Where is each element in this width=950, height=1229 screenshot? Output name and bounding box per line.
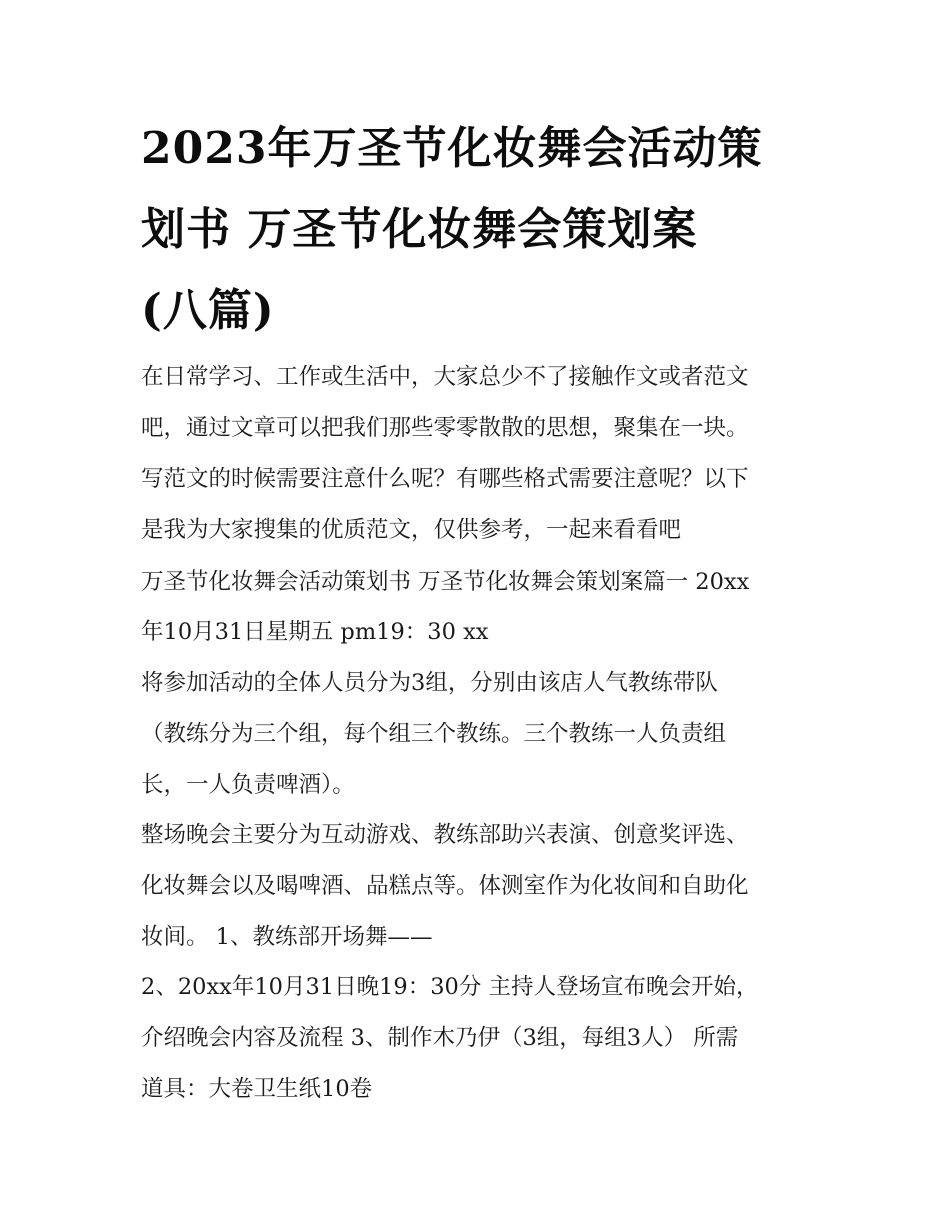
grouping-paragraph	[141, 658, 821, 811]
text-line: 整场晚会主要分为互动游戏、教练部助兴表演、创意奖评选、	[141, 822, 749, 848]
text-line: （教练分为三个组，每个组三个教练。三个教练一人负责组	[141, 721, 727, 747]
text-line: 是我为大家搜集的优质范文，仅供参考，一起来看看吧	[141, 517, 682, 543]
text-line: 写范文的时候需要注意什么呢？有哪些格式需要注意呢？以下	[141, 466, 749, 492]
text-line: 2、20xx年10月31日晚19：30分 主持人登场宣布晚会开始，	[141, 974, 759, 1000]
text-line: 万圣节化妆舞会活动策划书 万圣节化妆舞会策划案篇一 20xx	[141, 569, 750, 595]
title-line: 划书 万圣节化妆舞会策划案	[141, 204, 698, 255]
title-line: (八篇)	[141, 285, 275, 336]
section-heading-paragraph	[141, 557, 821, 657]
text-line: 年10月31日星期五 pm19：30 xx	[141, 619, 489, 645]
text-line: 介绍晚会内容及流程 3、制作木乃伊（3组，每组3人） 所需	[141, 1025, 739, 1051]
text-line: 在日常学习、工作或生活中，大家总少不了接触作文或者范文	[141, 364, 749, 390]
text-line: 道具：大卷卫生纸10卷	[141, 1076, 373, 1102]
schedule-paragraph	[141, 962, 821, 1115]
text-line: 化妆舞会以及喝啤酒、品糕点等。体测室作为化妆间和自助化	[141, 873, 749, 899]
text-line: 妆间。 1、教练部开场舞——	[141, 924, 433, 950]
program-paragraph	[141, 810, 821, 963]
title-line: 2023年万圣节化妆舞会活动策	[141, 123, 763, 174]
text-line: 将参加活动的全体人员分为3组，分别由该店人气教练带队	[141, 670, 718, 696]
intro-paragraph	[141, 352, 821, 556]
text-line: 长，一人负责啤酒）。	[141, 772, 355, 798]
document-title	[141, 108, 821, 351]
text-line: 吧，通过文章可以把我们那些零零散散的思想，聚集在一块。	[141, 415, 749, 441]
